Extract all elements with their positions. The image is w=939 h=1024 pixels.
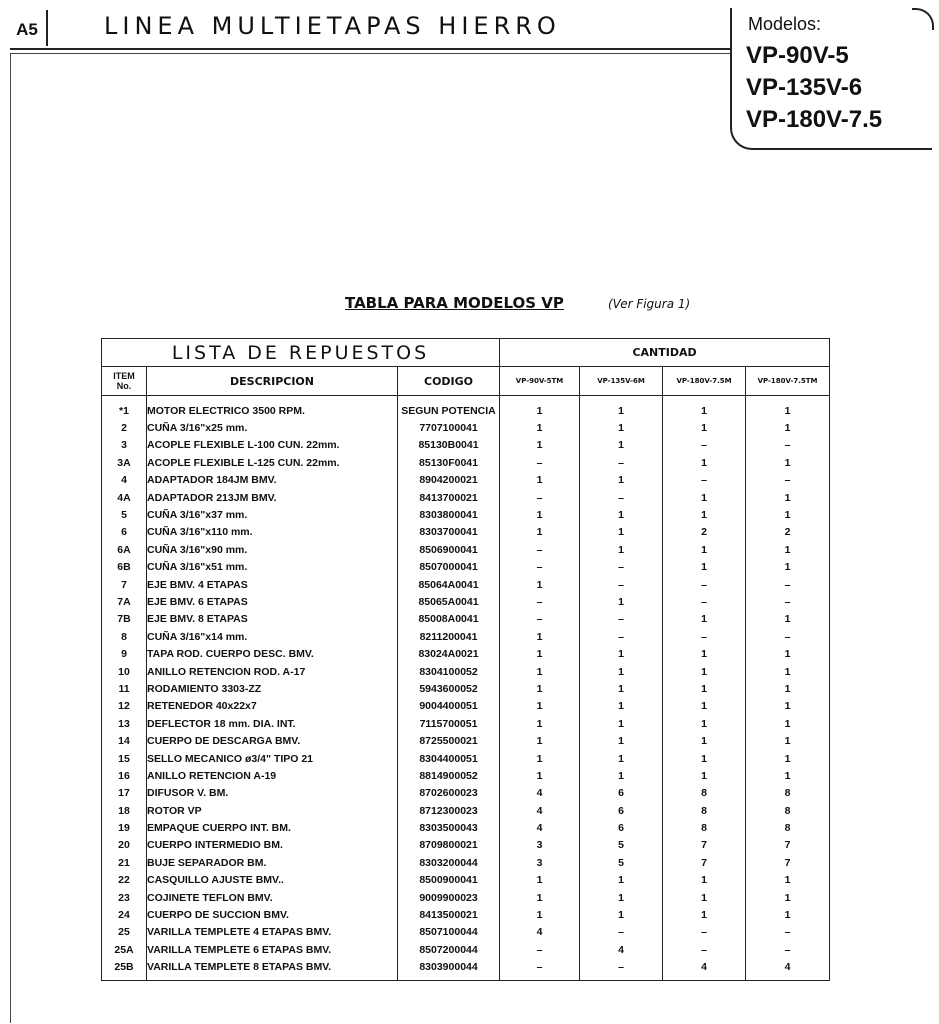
quantity-model-4: 7 — [746, 837, 830, 854]
item-number: 17 — [102, 785, 147, 802]
quantity-model-4: 1 — [746, 541, 830, 558]
item-code: 8904200021 — [398, 472, 500, 489]
table-row — [102, 732, 830, 749]
quantity-model-4: 7 — [746, 854, 830, 871]
item-number: 6A — [102, 541, 147, 558]
quantity-model-4: – — [746, 628, 830, 645]
item-code: 8304400051 — [398, 750, 500, 767]
item-code: 8702600023 — [398, 785, 500, 802]
item-code: 8500900041 — [398, 872, 500, 889]
quantity-model-3: 1 — [663, 732, 746, 749]
column-header-description: DESCRIPCION — [147, 367, 398, 396]
item-code: 85130F0041 — [398, 454, 500, 471]
item-code: 8709800021 — [398, 837, 500, 854]
item-code: 85130B0041 — [398, 437, 500, 454]
quantity-model-3: 1 — [663, 889, 746, 906]
column-header-item-line2: No. — [116, 381, 132, 391]
quantity-model-4: 1 — [746, 419, 830, 436]
item-number: 10 — [102, 663, 147, 680]
item-number: 7B — [102, 611, 147, 628]
table-row — [102, 437, 830, 454]
quantity-model-3: 1 — [663, 506, 746, 523]
quantity-model-2: 5 — [580, 837, 663, 854]
item-description: ANILLO RETENCION A-19 — [147, 767, 398, 784]
item-code: 9009900023 — [398, 889, 500, 906]
table-row — [102, 872, 830, 889]
quantity-model-2: 1 — [580, 698, 663, 715]
table-row — [102, 785, 830, 802]
quantity-model-2: 1 — [580, 645, 663, 662]
quantity-model-3: 1 — [663, 750, 746, 767]
quantity-model-3: – — [663, 576, 746, 593]
item-description: CUÑA 3/16"x51 mm. — [147, 559, 398, 576]
quantity-model-3: – — [663, 924, 746, 941]
item-code: 7115700051 — [398, 715, 500, 732]
table-title: TABLA PARA MODELOS VP — [345, 294, 564, 312]
quantity-model-1: – — [500, 541, 580, 558]
table-row — [102, 472, 830, 489]
quantity-model-4: 1 — [746, 454, 830, 471]
quantity-model-1: 1 — [500, 576, 580, 593]
quantity-model-2: – — [580, 489, 663, 506]
item-number: 3A — [102, 454, 147, 471]
quantity-model-1: 3 — [500, 837, 580, 854]
item-code: 8712300023 — [398, 802, 500, 819]
quantity-model-1: 1 — [500, 767, 580, 784]
table-row — [102, 802, 830, 819]
quantity-model-3: 1 — [663, 489, 746, 506]
quantity-model-4: 2 — [746, 524, 830, 541]
quantity-model-2: 1 — [580, 506, 663, 523]
item-code: 8506900041 — [398, 541, 500, 558]
quantity-model-3: – — [663, 593, 746, 610]
quantity-model-2: 1 — [580, 437, 663, 454]
item-code: 8507100044 — [398, 924, 500, 941]
quantity-model-4: 8 — [746, 785, 830, 802]
table-header-columns — [102, 367, 830, 396]
table-row — [102, 489, 830, 506]
item-number: 25A — [102, 941, 147, 958]
quantity-model-3: 1 — [663, 698, 746, 715]
quantity-model-4: 1 — [746, 732, 830, 749]
column-header-code: CODIGO — [398, 367, 500, 396]
item-number: 20 — [102, 837, 147, 854]
item-description: VARILLA TEMPLETE 8 ETAPAS BMV. — [147, 959, 398, 981]
item-description: CUÑA 3/16"x110 mm. — [147, 524, 398, 541]
item-number: 22 — [102, 872, 147, 889]
item-number: 6B — [102, 559, 147, 576]
quantity-model-1: 1 — [500, 524, 580, 541]
item-number: 8 — [102, 628, 147, 645]
item-code: 8507000041 — [398, 559, 500, 576]
item-number: 13 — [102, 715, 147, 732]
quantity-model-3: 1 — [663, 663, 746, 680]
item-code: 8211200041 — [398, 628, 500, 645]
quantity-model-2: 6 — [580, 819, 663, 836]
quantity-model-2: 1 — [580, 472, 663, 489]
item-description: COJINETE TEFLON BMV. — [147, 889, 398, 906]
quantity-model-4: 1 — [746, 698, 830, 715]
item-code: 8814900052 — [398, 767, 500, 784]
quantity-model-2: 1 — [580, 732, 663, 749]
item-description: EMPAQUE CUERPO INT. BM. — [147, 819, 398, 836]
quantity-model-2: 1 — [580, 396, 663, 420]
quantity-model-3: 1 — [663, 645, 746, 662]
item-code: 8303900044 — [398, 959, 500, 981]
quantity-model-3: 7 — [663, 837, 746, 854]
model-vp-90v-5: VP-90V-5 — [746, 42, 849, 69]
quantity-model-1: 1 — [500, 750, 580, 767]
item-description: DIFUSOR V. BM. — [147, 785, 398, 802]
item-number: 25B — [102, 959, 147, 981]
table-row — [102, 819, 830, 836]
item-description: VARILLA TEMPLETE 4 ETAPAS BMV. — [147, 924, 398, 941]
quantity-model-1: 4 — [500, 819, 580, 836]
item-number: 23 — [102, 889, 147, 906]
quantity-model-1: – — [500, 593, 580, 610]
table-row — [102, 715, 830, 732]
item-number: 4 — [102, 472, 147, 489]
quantity-model-1: 1 — [500, 680, 580, 697]
quantity-model-2: 1 — [580, 593, 663, 610]
quantity-model-3: – — [663, 437, 746, 454]
table-row — [102, 924, 830, 941]
quantity-model-4: – — [746, 576, 830, 593]
document-title: LINEA MULTIETAPAS HIERRO — [104, 12, 561, 40]
item-number: 11 — [102, 680, 147, 697]
quantity-model-3: – — [663, 472, 746, 489]
quantity-model-2: – — [580, 611, 663, 628]
quantity-model-2: – — [580, 454, 663, 471]
quantity-model-3: 8 — [663, 819, 746, 836]
quantity-model-3: 1 — [663, 611, 746, 628]
quantity-model-2: 1 — [580, 419, 663, 436]
sheet-id: A5 — [8, 10, 48, 46]
quantity-model-3: 1 — [663, 541, 746, 558]
item-description: TAPA ROD. CUERPO DESC. BMV. — [147, 645, 398, 662]
item-description: CUERPO DE SUCCION BMV. — [147, 906, 398, 923]
quantity-model-1: – — [500, 959, 580, 981]
item-number: 7 — [102, 576, 147, 593]
item-description: ROTOR VP — [147, 802, 398, 819]
table-row — [102, 959, 830, 981]
item-number: 14 — [102, 732, 147, 749]
quantity-model-2: 1 — [580, 680, 663, 697]
item-description: CUERPO INTERMEDIO BM. — [147, 837, 398, 854]
parts-table — [101, 338, 830, 981]
item-number: 2 — [102, 419, 147, 436]
quantity-model-2: 1 — [580, 541, 663, 558]
quantity-model-3: 1 — [663, 396, 746, 420]
quantity-model-2: 1 — [580, 767, 663, 784]
item-code: 8413700021 — [398, 489, 500, 506]
item-description: EJE BMV. 6 ETAPAS — [147, 593, 398, 610]
item-number: 18 — [102, 802, 147, 819]
quantity-model-1: 1 — [500, 419, 580, 436]
quantity-model-3: – — [663, 941, 746, 958]
models-label: Modelos: — [748, 14, 822, 34]
column-header-model-4: VP-180V-7.5TM — [746, 367, 830, 396]
model-vp-180v-7-5: VP-180V-7.5 — [746, 106, 883, 133]
quantity-model-4: 1 — [746, 767, 830, 784]
item-number: 24 — [102, 906, 147, 923]
quantity-model-2: 4 — [580, 941, 663, 958]
item-code: 8725500021 — [398, 732, 500, 749]
table-row — [102, 906, 830, 923]
quantity-model-1: 1 — [500, 906, 580, 923]
quantity-model-2: – — [580, 576, 663, 593]
item-description: CUÑA 3/16"x90 mm. — [147, 541, 398, 558]
quantity-model-1: 1 — [500, 715, 580, 732]
item-code: SEGUN POTENCIA — [398, 396, 500, 420]
quantity-model-3: 1 — [663, 454, 746, 471]
item-number: 7A — [102, 593, 147, 610]
quantity-model-1: 1 — [500, 472, 580, 489]
models-box — [730, 8, 932, 150]
parts-table-body — [102, 396, 830, 981]
quantity-model-3: 8 — [663, 802, 746, 819]
item-number: 3 — [102, 437, 147, 454]
table-row — [102, 396, 830, 420]
item-description: CUERPO DE DESCARGA BMV. — [147, 732, 398, 749]
quantity-model-2: 6 — [580, 785, 663, 802]
item-code: 83024A0021 — [398, 645, 500, 662]
quantity-model-1: 1 — [500, 628, 580, 645]
quantity-model-1: – — [500, 559, 580, 576]
quantity-model-1: 4 — [500, 802, 580, 819]
quantity-model-1: – — [500, 454, 580, 471]
item-description: ACOPLE FLEXIBLE L-100 CUN. 22mm. — [147, 437, 398, 454]
quantity-model-2: – — [580, 628, 663, 645]
quantity-model-3: 2 — [663, 524, 746, 541]
quantity-model-2: 5 — [580, 854, 663, 871]
quantity-model-1: 1 — [500, 698, 580, 715]
quantity-model-3: 1 — [663, 680, 746, 697]
quantity-model-3: 1 — [663, 872, 746, 889]
quantity-model-2: 1 — [580, 889, 663, 906]
item-code: 8303500043 — [398, 819, 500, 836]
quantity-model-4: 1 — [746, 611, 830, 628]
quantity-model-2: 1 — [580, 906, 663, 923]
item-number: 19 — [102, 819, 147, 836]
table-row — [102, 541, 830, 558]
quantity-model-4: 1 — [746, 906, 830, 923]
item-number: 4A — [102, 489, 147, 506]
item-description: ACOPLE FLEXIBLE L-125 CUN. 22mm. — [147, 454, 398, 471]
quantity-model-1: 1 — [500, 437, 580, 454]
item-code: 8303800041 — [398, 506, 500, 523]
quantity-model-4: – — [746, 941, 830, 958]
quantity-model-4: – — [746, 924, 830, 941]
quantity-model-4: 1 — [746, 872, 830, 889]
item-code: 8303700041 — [398, 524, 500, 541]
item-description: RODAMIENTO 3303-ZZ — [147, 680, 398, 697]
quantity-model-3: 1 — [663, 715, 746, 732]
item-code: 8413500021 — [398, 906, 500, 923]
item-description: CUÑA 3/16"x25 mm. — [147, 419, 398, 436]
quantity-model-2: 1 — [580, 750, 663, 767]
item-description: MOTOR ELECTRICO 3500 RPM. — [147, 396, 398, 420]
table-row — [102, 628, 830, 645]
quantity-model-1: 1 — [500, 506, 580, 523]
quantity-model-2: – — [580, 924, 663, 941]
item-description: RETENEDOR 40x22x7 — [147, 698, 398, 715]
quantity-model-3: 1 — [663, 419, 746, 436]
item-description: ADAPTADOR 213JM BMV. — [147, 489, 398, 506]
table-row — [102, 680, 830, 697]
item-description: BUJE SEPARADOR BM. — [147, 854, 398, 871]
table-row — [102, 559, 830, 576]
quantity-model-4: 8 — [746, 802, 830, 819]
item-code: 8303200044 — [398, 854, 500, 871]
item-code: 5943600052 — [398, 680, 500, 697]
item-number: 9 — [102, 645, 147, 662]
table-row — [102, 750, 830, 767]
model-vp-135v-6: VP-135V-6 — [746, 74, 863, 101]
quantity-model-3: 8 — [663, 785, 746, 802]
item-code: 85064A0041 — [398, 576, 500, 593]
quantity-model-4: 1 — [746, 645, 830, 662]
quantity-model-4: 1 — [746, 750, 830, 767]
quantity-model-3: 1 — [663, 767, 746, 784]
quantity-model-1: 1 — [500, 645, 580, 662]
quantity-model-1: – — [500, 611, 580, 628]
column-header-item-line1: ITEM — [113, 371, 135, 381]
quantity-model-4: 1 — [746, 559, 830, 576]
column-header-model-3: VP-180V-7.5M — [663, 367, 746, 396]
item-description: ADAPTADOR 184JM BMV. — [147, 472, 398, 489]
item-description: SELLO MECANICO ø3/4" TIPO 21 — [147, 750, 398, 767]
quantity-model-2: 6 — [580, 802, 663, 819]
item-number: 16 — [102, 767, 147, 784]
quantity-model-4: – — [746, 437, 830, 454]
quantity-model-4: 1 — [746, 715, 830, 732]
table-row — [102, 611, 830, 628]
quantity-model-3: 1 — [663, 906, 746, 923]
header-rule-thin — [10, 53, 732, 54]
quantity-model-3: 4 — [663, 959, 746, 981]
header-rule — [10, 48, 732, 50]
item-number: *1 — [102, 396, 147, 420]
table-note: (Ver Figura 1) — [608, 297, 691, 311]
item-number: 12 — [102, 698, 147, 715]
item-description: CUÑA 3/16"x37 mm. — [147, 506, 398, 523]
item-code: 85008A0041 — [398, 611, 500, 628]
item-code: 8304100052 — [398, 663, 500, 680]
quantity-model-4: 1 — [746, 663, 830, 680]
quantity-model-4: 1 — [746, 680, 830, 697]
item-number: 6 — [102, 524, 147, 541]
quantity-model-4: 1 — [746, 489, 830, 506]
item-code: 8507200044 — [398, 941, 500, 958]
table-row — [102, 454, 830, 471]
quantity-model-1: 1 — [500, 663, 580, 680]
quantity-model-4: 4 — [746, 959, 830, 981]
quantity-model-1: 1 — [500, 732, 580, 749]
page-frame-left — [10, 53, 11, 1023]
table-row — [102, 854, 830, 871]
quantity-model-2: – — [580, 559, 663, 576]
quantity-model-4: – — [746, 472, 830, 489]
quantity-model-1: 4 — [500, 924, 580, 941]
table-row — [102, 663, 830, 680]
table-header-top — [102, 339, 830, 367]
quantity-model-4: – — [746, 593, 830, 610]
quantity-model-1: 3 — [500, 854, 580, 871]
table-row — [102, 506, 830, 523]
quantity-model-1: 4 — [500, 785, 580, 802]
quantity-model-2: 1 — [580, 524, 663, 541]
quantity-model-1: – — [500, 941, 580, 958]
column-header-model-1: VP-90V-5TM — [500, 367, 580, 396]
table-row — [102, 645, 830, 662]
item-code: 85065A0041 — [398, 593, 500, 610]
table-row — [102, 837, 830, 854]
quantity-model-2: 1 — [580, 872, 663, 889]
lista-de-repuestos-label: LISTA DE REPUESTOS — [102, 339, 500, 367]
item-number: 5 — [102, 506, 147, 523]
column-header-item — [102, 367, 147, 396]
column-header-model-2: VP-135V-6M — [580, 367, 663, 396]
item-number: 21 — [102, 854, 147, 871]
table-row — [102, 698, 830, 715]
quantity-model-1: 1 — [500, 872, 580, 889]
quantity-model-2: 1 — [580, 715, 663, 732]
quantity-model-4: 1 — [746, 396, 830, 420]
table-row — [102, 524, 830, 541]
quantity-model-4: 1 — [746, 889, 830, 906]
item-description: ANILLO RETENCION ROD. A-17 — [147, 663, 398, 680]
quantity-model-4: 8 — [746, 819, 830, 836]
item-description: CUÑA 3/16"x14 mm. — [147, 628, 398, 645]
table-row — [102, 767, 830, 784]
cantidad-label: CANTIDAD — [500, 339, 830, 367]
table-row — [102, 941, 830, 958]
quantity-model-2: 1 — [580, 663, 663, 680]
table-row — [102, 593, 830, 610]
item-description: EJE BMV. 8 ETAPAS — [147, 611, 398, 628]
item-number: 15 — [102, 750, 147, 767]
item-description: VARILLA TEMPLETE 6 ETAPAS BMV. — [147, 941, 398, 958]
item-description: CASQUILLO AJUSTE BMV.. — [147, 872, 398, 889]
item-description: EJE BMV. 4 ETAPAS — [147, 576, 398, 593]
table-row — [102, 419, 830, 436]
item-code: 9004400051 — [398, 698, 500, 715]
quantity-model-3: 7 — [663, 854, 746, 871]
item-code: 7707100041 — [398, 419, 500, 436]
quantity-model-2: – — [580, 959, 663, 981]
quantity-model-1: 1 — [500, 889, 580, 906]
quantity-model-1: – — [500, 489, 580, 506]
item-number: 25 — [102, 924, 147, 941]
quantity-model-3: – — [663, 628, 746, 645]
quantity-model-1: 1 — [500, 396, 580, 420]
item-description: DEFLECTOR 18 mm. DIA. INT. — [147, 715, 398, 732]
quantity-model-4: 1 — [746, 506, 830, 523]
table-row — [102, 889, 830, 906]
quantity-model-3: 1 — [663, 559, 746, 576]
table-row — [102, 576, 830, 593]
